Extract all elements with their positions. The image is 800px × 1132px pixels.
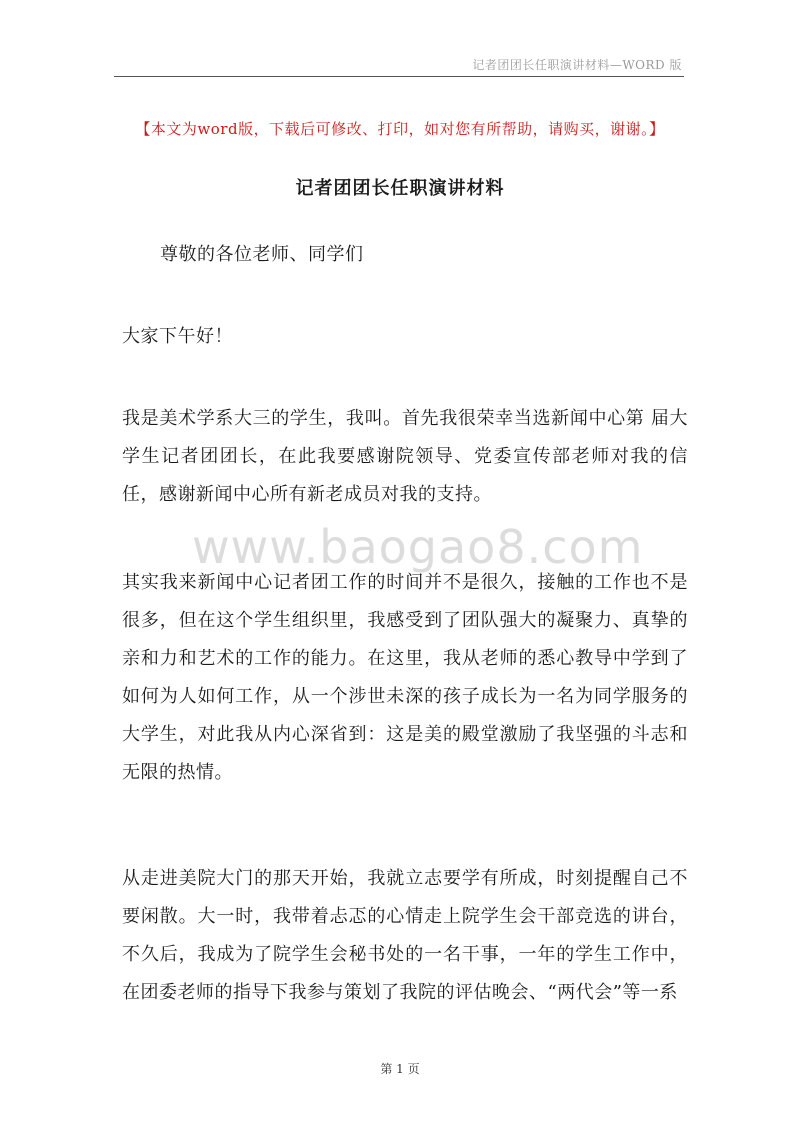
page-number: 第 1 页: [380, 1062, 420, 1076]
paragraph-1: 我是美术学系大三的学生，我叫。首先我很荣幸当选新闻中心第 届大学生记者团团长，在此我要感谢院领导、党委宣传部老师对我的信任，感谢新闻中心所有新老成员对我的支持。: [122, 408, 688, 505]
paragraph-3: 从走进美院大门的那天开始，我就立志要学有所成，时刻提醒自己不要闲散。大一时，我带着忐忑的心情走上院学生会干部竞选的讲台，不久后，我成为了院学生会秘书处的一名干事，一年的学生工作中，在团委老师的指导下我参与策划了我院的评估晚会、“两代会”等一系: [122, 868, 688, 1003]
purchase-notice: 【本文为word版，下载后可修改、打印，如对您有所帮助，请购买，谢谢。】: [135, 120, 665, 138]
document-title: 记者团团长任职演讲材料: [295, 178, 505, 199]
watermark: www.baogao8.com: [192, 520, 644, 574]
running-header: 记者团团长任职演讲材料—WORD 版: [472, 58, 682, 72]
salutation-line: 大家下午好！: [122, 326, 233, 347]
paragraph-2: 其实我来新闻中心记者团工作的时间并不是很久，接触的工作也不是很多，但在这个学生组织里，我感受到了团队强大的凝聚力、真挚的亲和力和艺术的工作的能力。在这里，我从老师的悉心教导中学到了如何为人如何工作，从一个涉世未深的孩子成长为一名为同学服务的大学生，对此我从内心深省到：这是美的殿堂激励了我坚强的斗志和无限的热情。: [122, 572, 688, 783]
header-divider: [114, 76, 684, 77]
greeting-line: 尊敬的各位老师、同学们: [160, 244, 364, 265]
